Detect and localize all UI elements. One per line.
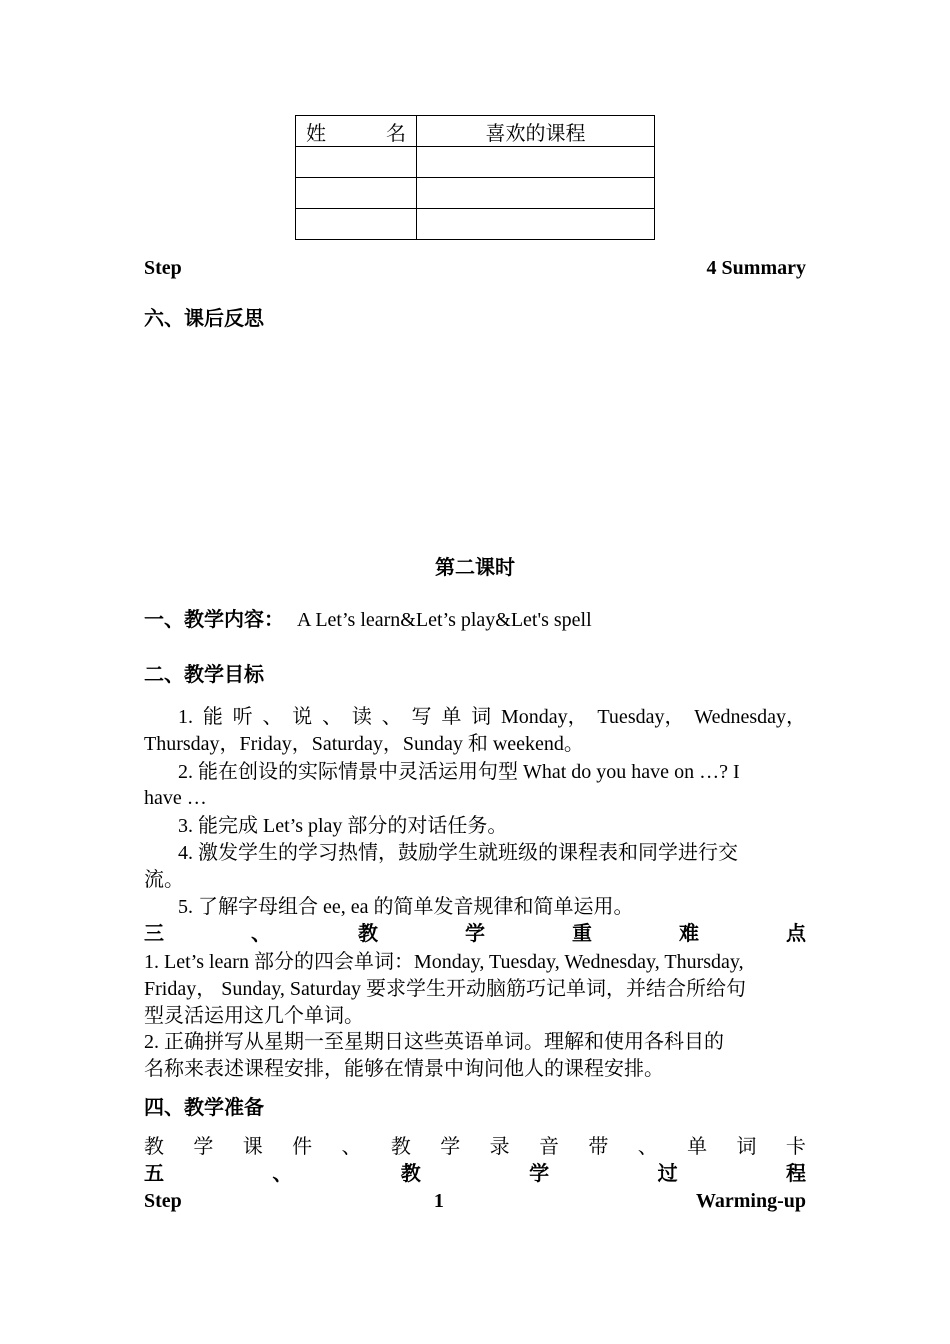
heading-char: 程 xyxy=(785,1163,806,1185)
section5-heading xyxy=(144,1161,806,1187)
header-course: 喜欢的课程 xyxy=(417,116,655,147)
goal2-line1: 2. 能在创设的实际情景中灵活运用句型 What do you have on …? I xyxy=(178,761,740,783)
header-name-part1: 姓 xyxy=(306,122,326,145)
goal4-line2: 流。 xyxy=(144,869,184,891)
lesson-title: 第二课时 xyxy=(435,557,515,579)
heading-char: 、 xyxy=(251,923,271,945)
keypoint2-line2: 名称来表述课程安排，能够在情景中询问他人的课程安排。 xyxy=(144,1058,664,1080)
prep-char: 教 xyxy=(144,1136,164,1158)
cell-course xyxy=(417,147,655,178)
goal-text: Monday， xyxy=(500,706,588,728)
goal-text: 、 xyxy=(262,706,283,728)
heading-char: 三 xyxy=(144,923,164,945)
table-row xyxy=(296,178,655,209)
goal5: 5. 了解字母组合 ee, ea 的简单发音规律和简单运用。 xyxy=(178,896,634,918)
step4-left: Step xyxy=(144,257,182,279)
section6-heading: 六、课后反思 xyxy=(144,308,264,330)
goal-text: 听 xyxy=(232,706,253,728)
section1-content: A Let’s learn&Let’s play&Let's spell xyxy=(297,609,592,631)
prep-char: 单 xyxy=(687,1136,708,1158)
favorite-course-table xyxy=(295,115,655,240)
goal-text: Wednesday， xyxy=(694,706,806,728)
heading-char: 点 xyxy=(786,923,806,945)
heading-char: 学 xyxy=(529,1163,550,1185)
heading-char: 教 xyxy=(400,1163,421,1185)
prep-char: 录 xyxy=(489,1136,510,1158)
goal-text: 单 xyxy=(441,706,462,728)
prep-char: 、 xyxy=(637,1136,658,1158)
step1-part: 1 xyxy=(433,1190,444,1212)
prep-char: 卡 xyxy=(785,1136,806,1158)
prep-items xyxy=(144,1134,806,1160)
goal4-line1: 4. 激发学生的学习热情，鼓励学生就班级的课程表和同学进行交 xyxy=(178,842,738,864)
step4-heading xyxy=(144,255,806,281)
section3-heading xyxy=(144,921,806,947)
prep-char: 学 xyxy=(440,1136,461,1158)
cell-name xyxy=(296,178,417,209)
goal-text: 能 xyxy=(202,706,223,728)
goal-text: 说 xyxy=(292,706,313,728)
step4-right: 4 Summary xyxy=(706,257,806,279)
goal2-line2: have … xyxy=(144,787,207,809)
prep-char: 学 xyxy=(193,1136,214,1158)
goal3: 3. 能完成 Let’s play 部分的对话任务。 xyxy=(178,815,508,837)
section4-heading: 四、教学准备 xyxy=(144,1097,264,1119)
cell-course xyxy=(417,178,655,209)
table-row xyxy=(296,147,655,178)
heading-char: 过 xyxy=(657,1163,678,1185)
goal-text: 、 xyxy=(322,706,343,728)
prep-char: 带 xyxy=(588,1136,609,1158)
step1-part: Warming-up xyxy=(695,1190,806,1212)
goal-text: 词 xyxy=(471,706,492,728)
heading-char: 难 xyxy=(679,923,699,945)
heading-char: 、 xyxy=(272,1163,293,1185)
prep-char: 课 xyxy=(242,1136,263,1158)
goal-text: 写 xyxy=(411,706,432,728)
step1-part: Step xyxy=(144,1190,182,1212)
prep-char: 词 xyxy=(736,1136,757,1158)
goal1-line1 xyxy=(144,704,806,730)
header-name-part2: 名 xyxy=(386,122,406,145)
keypoint1-line3: 型灵活运用这几个单词。 xyxy=(144,1005,364,1027)
table-row xyxy=(296,209,655,240)
prep-char: 件 xyxy=(292,1136,313,1158)
step1-heading xyxy=(144,1188,806,1214)
prep-char: 教 xyxy=(390,1136,411,1158)
goal-text: 、 xyxy=(381,706,402,728)
goal-text: 1. xyxy=(178,706,193,728)
prep-char: 音 xyxy=(539,1136,559,1158)
heading-char: 五 xyxy=(144,1163,164,1185)
goal-text: 读 xyxy=(351,706,372,728)
heading-char: 学 xyxy=(465,923,485,945)
section1 xyxy=(144,607,806,633)
keypoint1-line1: 1. Let’s learn 部分的四会单词：Monday, Tuesday, Wednesday, Thursday, xyxy=(144,951,744,973)
table-header-row xyxy=(296,116,655,147)
keypoint2-line1: 2. 正确拼写从星期一至星期日这些英语单词。理解和使用各科目的 xyxy=(144,1031,724,1053)
heading-char: 教 xyxy=(358,923,378,945)
section2-heading: 二、教学目标 xyxy=(144,664,264,686)
goal-text: Tuesday， xyxy=(597,706,685,728)
prep-char: 、 xyxy=(341,1136,362,1158)
goal1-line2: Thursday，Friday，Saturday，Sunday 和 weekend。 xyxy=(144,733,584,755)
heading-char: 重 xyxy=(572,923,592,945)
header-name xyxy=(296,116,417,147)
cell-course xyxy=(417,209,655,240)
section1-label: 一、教学内容： xyxy=(144,609,284,631)
keypoint1-line2: Friday， Sunday, Saturday 要求学生开动脑筋巧记单词，并结合所给句 xyxy=(144,978,747,1000)
cell-name xyxy=(296,209,417,240)
cell-name xyxy=(296,147,417,178)
